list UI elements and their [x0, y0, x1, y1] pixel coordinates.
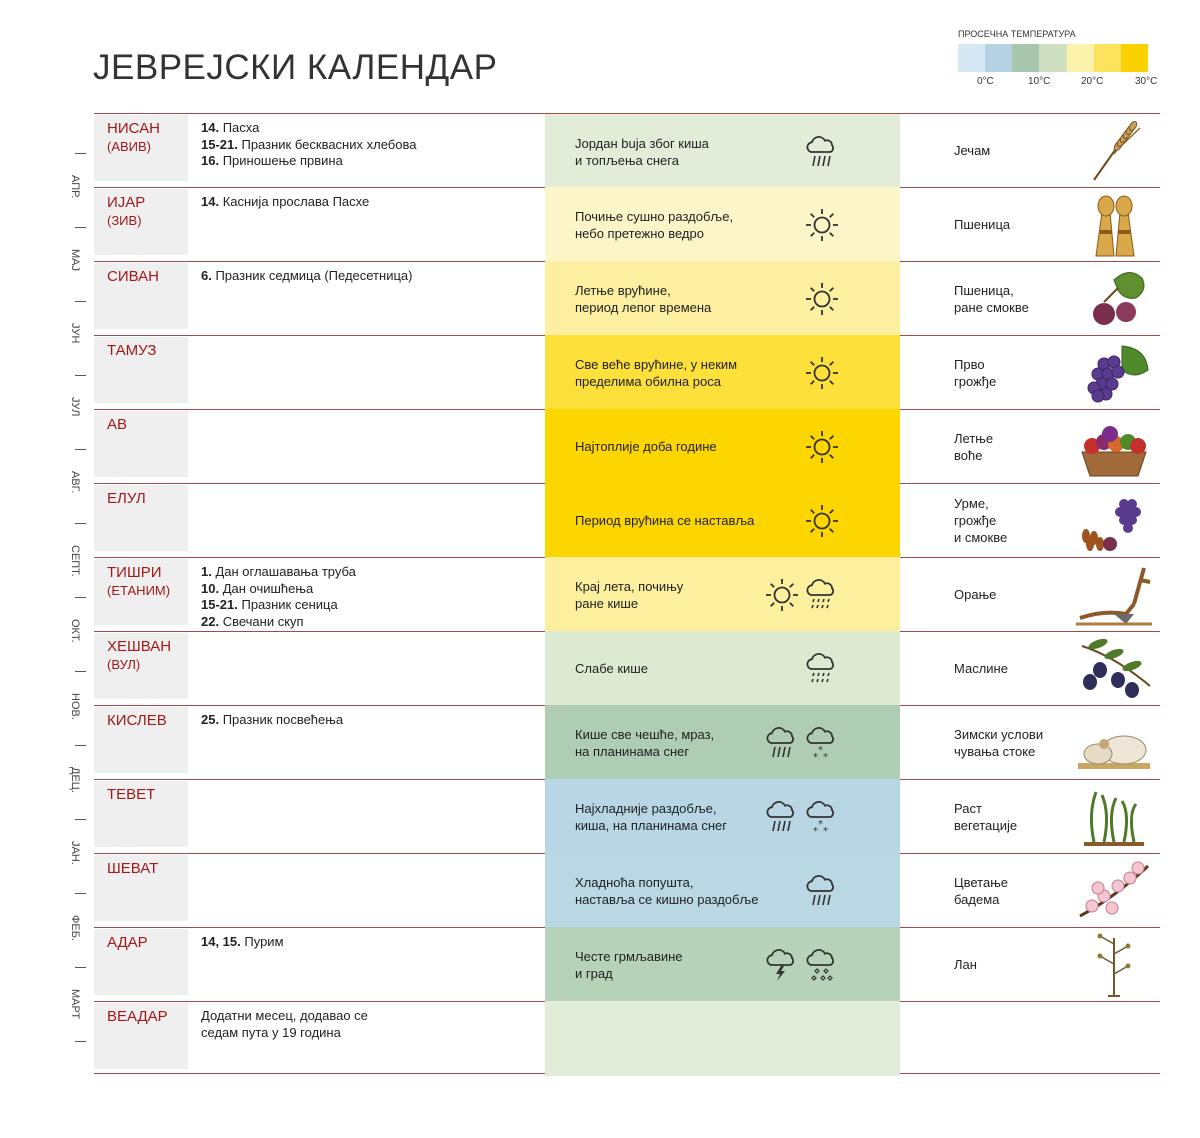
- weather-description: Хладноћа попушта, наставља се кишно раздобље: [575, 874, 759, 907]
- month-row-2: [94, 187, 1160, 261]
- weather-icons: [804, 261, 840, 336]
- month-alt-name: (ВУЛ): [107, 657, 141, 672]
- month-name: ЕЛУЛ: [107, 490, 146, 507]
- rain-icon: [804, 873, 840, 909]
- legend-swatch: [1067, 44, 1094, 72]
- month-row-7: [94, 557, 1160, 631]
- weather-cell: [545, 187, 900, 262]
- weather-cell: [545, 483, 900, 558]
- fig-icon: [1074, 266, 1154, 332]
- feast-item: [201, 137, 416, 154]
- month-name: АВ: [107, 416, 128, 433]
- weather-icons: [804, 187, 840, 262]
- feast-date: 10.: [201, 580, 220, 596]
- rain-icon: [764, 799, 800, 835]
- sheep-icon: [1074, 710, 1154, 776]
- weather-icons: [764, 705, 840, 780]
- month-name: АДАР: [107, 934, 148, 951]
- legend-label-20: 20°C: [1081, 76, 1104, 87]
- weather-cell: [545, 853, 900, 928]
- fruit-basket-icon: [1074, 414, 1154, 480]
- legend-label-0: 0°C: [977, 76, 994, 87]
- gregorian-month-label: НОВ.: [69, 693, 81, 720]
- month-alt-name: (ЕТАНИМ): [107, 583, 171, 598]
- month-row-5: [94, 409, 1160, 483]
- month-tick: [75, 301, 86, 302]
- crop-label: Пшеница, ране смокве: [954, 282, 1029, 315]
- feasts-list: [201, 194, 369, 211]
- crop-label: Прво грожђе: [954, 356, 997, 389]
- legend-label-10: 10°C: [1028, 76, 1051, 87]
- month-name: СИВАН: [107, 268, 159, 285]
- weather-icons: [804, 114, 840, 189]
- month-tick: [75, 745, 86, 746]
- feast-date: 22.: [201, 613, 220, 629]
- month-name: ВЕАДАР: [107, 1008, 168, 1025]
- gregorian-months-axis: [69, 113, 90, 1079]
- feast-item: [201, 934, 284, 951]
- plant-icon: [1074, 784, 1154, 850]
- storm-icon: [764, 947, 800, 983]
- weather-description: Крај лета, почињу ране кише: [575, 578, 684, 611]
- legend-swatch: [1039, 44, 1066, 72]
- crop-label: Цветање бадема: [954, 874, 1009, 907]
- month-row-9: [94, 705, 1160, 779]
- month-tick: [75, 967, 86, 968]
- weather-description: Најтоплије доба године: [575, 439, 717, 454]
- month-row-11: [94, 853, 1160, 927]
- feast-item: [201, 194, 369, 211]
- feast-item: [201, 153, 416, 170]
- feast-item: [201, 597, 356, 614]
- feasts-list: [201, 120, 416, 170]
- gregorian-month-label: АВГ.: [69, 471, 81, 494]
- weather-icons: [804, 409, 840, 484]
- wheat-sheaf-icon: [1074, 192, 1154, 258]
- weather-description: Честе грмљавине и град: [575, 948, 683, 981]
- sun-icon: [804, 207, 840, 243]
- rain-icon: [804, 134, 840, 170]
- crop-label: Маслине: [954, 661, 1008, 676]
- hail-icon: [804, 947, 840, 983]
- feast-date: 15-21.: [201, 597, 238, 612]
- feast-name: Приношење првина: [219, 153, 343, 168]
- crop-label: Зимски услови чувања стоке: [954, 726, 1044, 759]
- gregorian-month-label: ЈАН.: [69, 841, 81, 865]
- weather-cell: [545, 114, 900, 189]
- month-tick: [75, 227, 86, 228]
- legend-title: ПРОСЕЧНА ТЕМПЕРАТУРА: [958, 29, 1076, 39]
- feast-item: [201, 268, 412, 285]
- month-alt-name: (ЗИВ): [107, 213, 142, 228]
- month-tick: [75, 597, 86, 598]
- sun-icon: [804, 429, 840, 465]
- month-tick: [75, 449, 86, 450]
- weather-icons: [804, 483, 840, 558]
- crop-label: Летње воће: [954, 430, 994, 463]
- plow-icon: [1074, 562, 1154, 628]
- gregorian-month-label: ЈУН: [69, 323, 81, 344]
- olives-icon: [1074, 636, 1154, 702]
- calendar-table: [94, 113, 1160, 1074]
- weather-cell: [545, 779, 900, 854]
- feast-date: 14.: [201, 120, 220, 135]
- snow-icon: [804, 799, 840, 835]
- rain-icon: [764, 725, 800, 761]
- weather-icons: [804, 335, 840, 410]
- page-title: ЈЕВРЕЈСКИ КАЛЕНДАР: [93, 48, 498, 87]
- weather-cell: [545, 557, 900, 632]
- feast-name: Празник бесквасних хлебова: [237, 136, 417, 152]
- month-tick: [75, 819, 86, 820]
- svg-text:*: *: [818, 818, 823, 830]
- svg-text:*: *: [823, 825, 828, 835]
- svg-text:*: *: [823, 751, 828, 761]
- crop-label: Урме, грожђе и смокве: [954, 496, 1008, 545]
- sun-icon: [804, 281, 840, 317]
- month-row-4: [94, 335, 1160, 409]
- month-tick: [75, 375, 86, 376]
- month-tick: [75, 153, 86, 154]
- feast-name: Празник сеница: [237, 597, 338, 612]
- feast-name: Свечани скуп: [219, 613, 304, 629]
- weather-icons: [804, 631, 840, 706]
- feast-date: 16.: [201, 153, 220, 168]
- feasts-list: [201, 712, 343, 729]
- gregorian-month-label: ФЕБ.: [69, 915, 81, 941]
- flax-icon: [1074, 932, 1154, 998]
- month-row-1: [94, 113, 1160, 187]
- month-alt-name: (АВИВ): [107, 139, 152, 154]
- gregorian-month-label: ДЕЦ.: [69, 767, 81, 793]
- gregorian-month-label: ЈУЛ: [69, 397, 81, 417]
- feast-name: Додатни месец, додавао се седам пута у 19 година: [201, 1008, 368, 1040]
- feast-item: [201, 564, 356, 581]
- month-name: ХЕШВАН: [107, 638, 172, 655]
- feast-name: Пасха: [219, 120, 260, 135]
- dates-grapes-icon: [1074, 488, 1154, 554]
- feasts-list: [201, 1008, 368, 1041]
- feast-item: [201, 1008, 368, 1041]
- weather-icons: [764, 557, 840, 632]
- barley-icon: [1074, 118, 1154, 184]
- month-tick: [75, 1041, 86, 1042]
- weather-description: Период врућина се наставља: [575, 513, 755, 528]
- drizzle-icon: [804, 577, 840, 613]
- feast-date: 25.: [201, 712, 220, 727]
- feast-name: Празник посвећења: [219, 712, 344, 727]
- month-row-3: [94, 261, 1160, 335]
- feast-date: 6.: [201, 268, 212, 283]
- gregorian-month-label: АПР.: [69, 175, 81, 199]
- gregorian-month-label: СЕПТ.: [69, 545, 81, 577]
- weather-cell: [545, 409, 900, 484]
- temperature-scale: [958, 44, 1148, 72]
- almond-blossom-icon: [1074, 858, 1154, 924]
- feast-name: Пурим: [240, 934, 284, 949]
- crop-label: Лан: [954, 957, 977, 972]
- legend-swatch: [958, 44, 985, 72]
- feast-item: [201, 581, 356, 598]
- month-tick: [75, 893, 86, 894]
- feast-name: Каснија прослава Пасхе: [219, 194, 370, 209]
- drizzle-icon: [804, 651, 840, 687]
- feast-name: Дан очишћења: [219, 580, 314, 596]
- weather-cell: [545, 335, 900, 410]
- crop-label: Пшеница: [954, 217, 1011, 232]
- feast-date: 14.: [201, 194, 220, 209]
- month-tick: [75, 523, 86, 524]
- month-row-12: [94, 927, 1160, 1001]
- weather-cell: [545, 705, 900, 780]
- sun-icon: [804, 355, 840, 391]
- sun-icon: [764, 577, 800, 613]
- svg-text:*: *: [813, 751, 818, 761]
- crop-label: Раст вегетације: [954, 800, 1018, 833]
- feasts-list: [201, 268, 412, 285]
- month-row-6: [94, 483, 1160, 557]
- weather-icons: [764, 779, 840, 854]
- sun-icon: [804, 503, 840, 539]
- legend-swatch: [1012, 44, 1039, 72]
- weather-description: Најхладније раздобље, киша, на планинама снег: [575, 800, 727, 833]
- snow-icon: [804, 725, 840, 761]
- svg-text:*: *: [813, 825, 818, 835]
- weather-description: Кише све чешће, мраз, на планинама снег: [575, 726, 715, 759]
- weather-cell: [545, 1001, 900, 1076]
- legend-swatch: [1121, 44, 1148, 72]
- month-name: ТАМУЗ: [107, 342, 157, 359]
- weather-icons: [804, 853, 840, 928]
- month-row-8: [94, 631, 1160, 705]
- weather-cell: [545, 261, 900, 336]
- weather-icons: [764, 927, 840, 1002]
- weather-description: Све веће врућине, у неким пределима обилна роса: [575, 356, 738, 389]
- feast-date: 1.: [201, 564, 212, 579]
- month-name: ТЕВЕТ: [107, 786, 156, 803]
- gregorian-month-label: ОКТ.: [69, 619, 81, 643]
- legend-swatch: [985, 44, 1012, 72]
- feast-name: Дан оглашавања труба: [211, 564, 356, 579]
- weather-description: Јордан buја због киша и топљења снега: [575, 135, 709, 168]
- weather-description: Летње врућине, период лепог времена: [575, 282, 712, 315]
- weather-description: Почиње сушно раздобље, небо претежно ведро: [575, 208, 734, 241]
- gregorian-month-label: МАРТ: [69, 989, 81, 1020]
- month-name: ТИШРИ: [107, 564, 162, 581]
- feasts-list: [201, 934, 284, 951]
- gregorian-month-label: МАЈ: [69, 249, 81, 271]
- weather-cell: [545, 927, 900, 1002]
- crop-label: Јечам: [954, 143, 991, 158]
- feast-name: Празник седмица (Педесетница): [211, 268, 413, 283]
- feast-item: [201, 712, 343, 729]
- feasts-list: [201, 564, 356, 630]
- feast-item: [201, 120, 416, 137]
- month-row-10: [94, 779, 1160, 853]
- weather-description: Слабе кише: [575, 661, 648, 676]
- month-row-13: [94, 1001, 1160, 1074]
- svg-text:*: *: [818, 744, 823, 756]
- grapes-icon: [1074, 340, 1154, 406]
- month-tick: [75, 671, 86, 672]
- month-name: ШЕВАТ: [107, 860, 159, 877]
- legend-swatch: [1094, 44, 1121, 72]
- weather-cell: [545, 631, 900, 706]
- feast-date: 15-21.: [201, 136, 238, 152]
- month-name: ИЈАР: [107, 194, 146, 211]
- legend-label-30: 30°C: [1135, 76, 1158, 87]
- crop-label: Орање: [954, 587, 997, 602]
- month-name: КИСЛЕВ: [107, 712, 167, 729]
- feast-date: 14, 15.: [201, 934, 241, 949]
- feast-item: [201, 614, 356, 631]
- month-name: НИСАН: [107, 120, 160, 137]
